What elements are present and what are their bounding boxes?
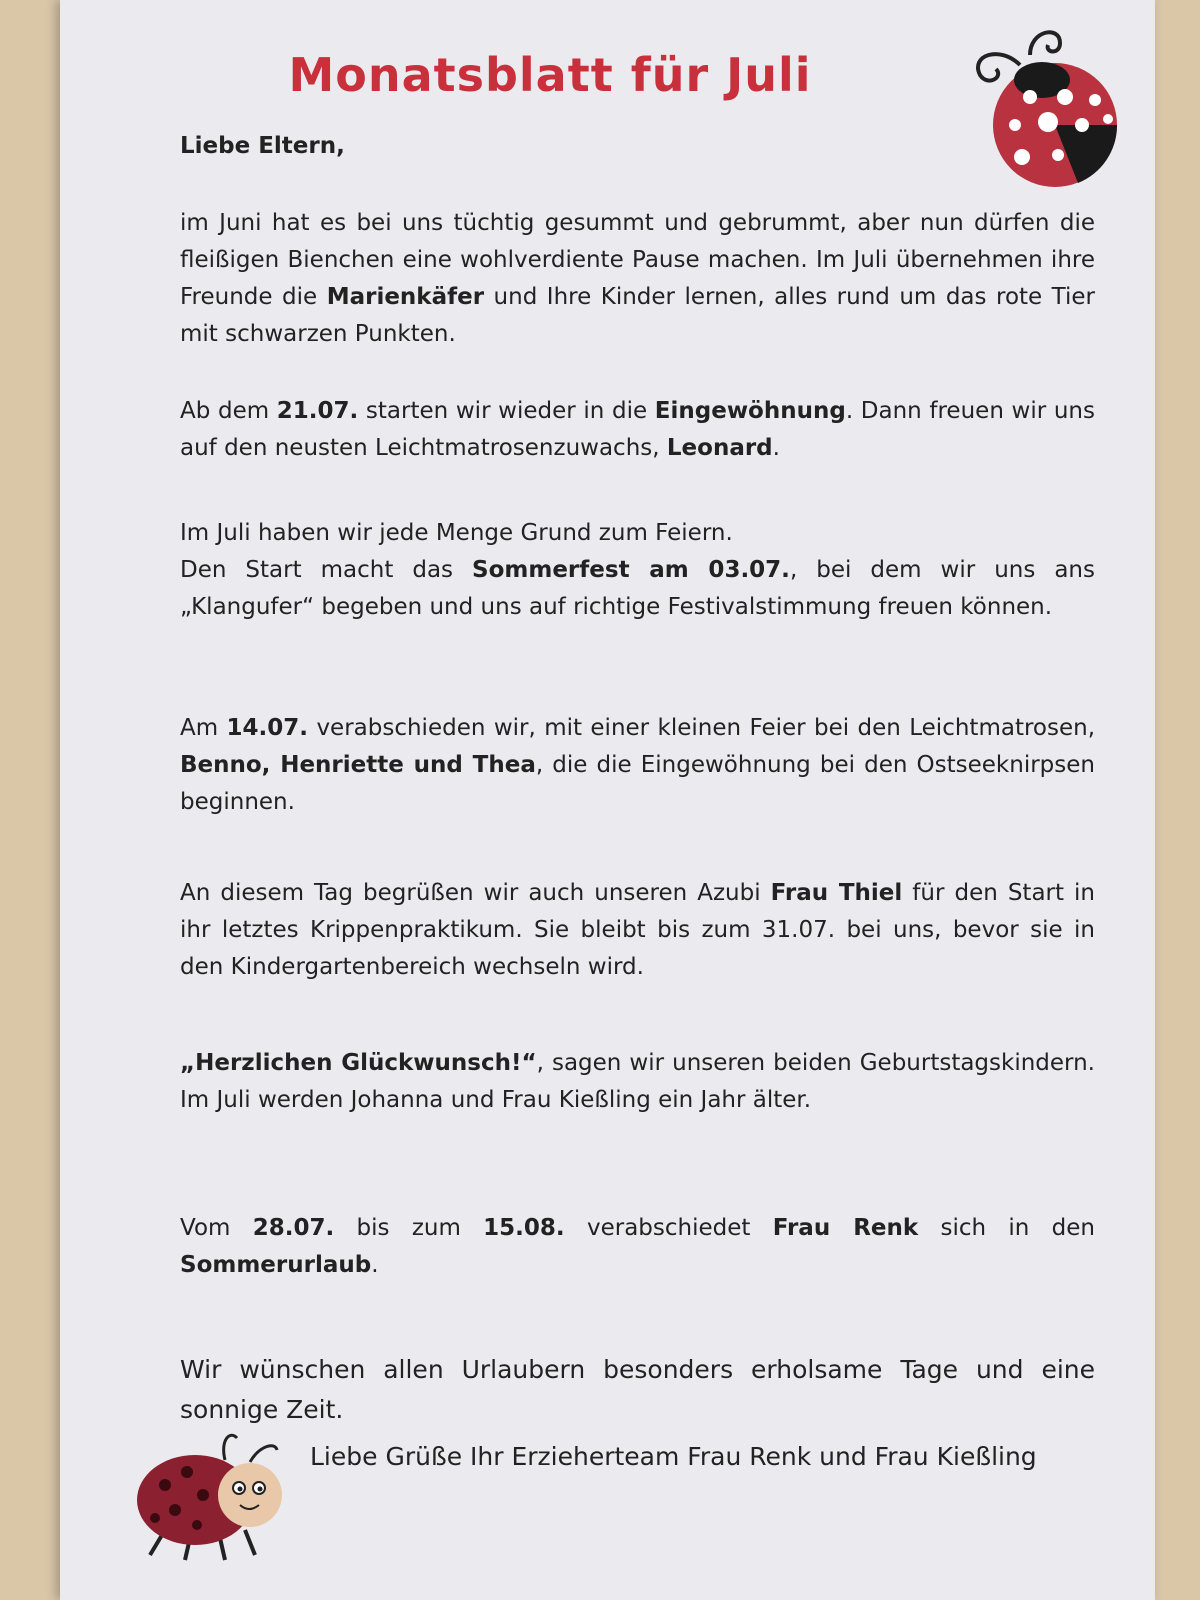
- paragraph-urlaub: Vom 28.07. bis zum 15.08. verabschiedet Frau Renk sich in den Sommerurlaub.: [180, 1215, 1095, 1278]
- paragraph-geburtstag: „Herzlichen Glückwunsch!“, sagen wir unseren beiden Geburtstagskindern. Im Juli werden Johanna und Frau Kießling ein Jahr älter.: [180, 1050, 1095, 1113]
- letter-sheet: [60, 0, 1155, 1600]
- paragraph-abschied: Am 14.07. verabschieden wir, mit einer kleinen Feier bei den Leichtmatrosen, Benno, Henriette und Thea, die die Eingewöhnung bei den Ostseeknirpsen beginnen.: [180, 715, 1096, 815]
- letter-content: [110, 0, 1110, 1600]
- paragraph-wishes: Wir wünschen allen Urlaubern besonders erholsame Tage und eine sonnige Zeit.: [180, 1355, 1095, 1424]
- greeting: Liebe Eltern,: [180, 133, 345, 159]
- paragraph-theme: im Juni hat es bei uns tüchtig gesummt und gebrummt, aber nun dürfen die fleißigen Bienchen eine wohlverdiente Pause machen. Im Juli übernehmen ihre Freunde die Marienkäfer und Ihre Kinder lernen, alles rund um das rote Tier mit schwarzen Punkten.: [180, 210, 1096, 347]
- paragraph-eingewoehnung: Ab dem 21.07. starten wir wieder in die Eingewöhnung. Dann freuen wir uns auf den neusten Leichtmatrosenzuwachs, Leonard.: [180, 398, 1095, 461]
- ladybug-top-icon: [960, 25, 1130, 195]
- paragraph-sommerfest: Im Juli haben wir jede Menge Grund zum Feiern. Den Start macht das Sommerfest am 03.07., bei dem wir uns ans „Klangufer“ begeben und uns auf richtige Festivalstimmung freuen können.: [180, 520, 1095, 620]
- page-title: Monatsblatt für Juli: [288, 48, 812, 102]
- ladybug-cartoon-icon: [125, 1420, 295, 1570]
- paragraph-azubi: An diesem Tag begrüßen wir auch unseren Azubi Frau Thiel für den Start in ihr letztes Krippenpraktikum. Sie bleibt bis zum 31.07. bei uns, bevor sie in den Kindergartenbereich wechseln wird.: [180, 880, 1096, 980]
- signoff: Liebe Grüße Ihr Erzieherteam Frau Renk und Frau Kießling: [310, 1442, 1037, 1471]
